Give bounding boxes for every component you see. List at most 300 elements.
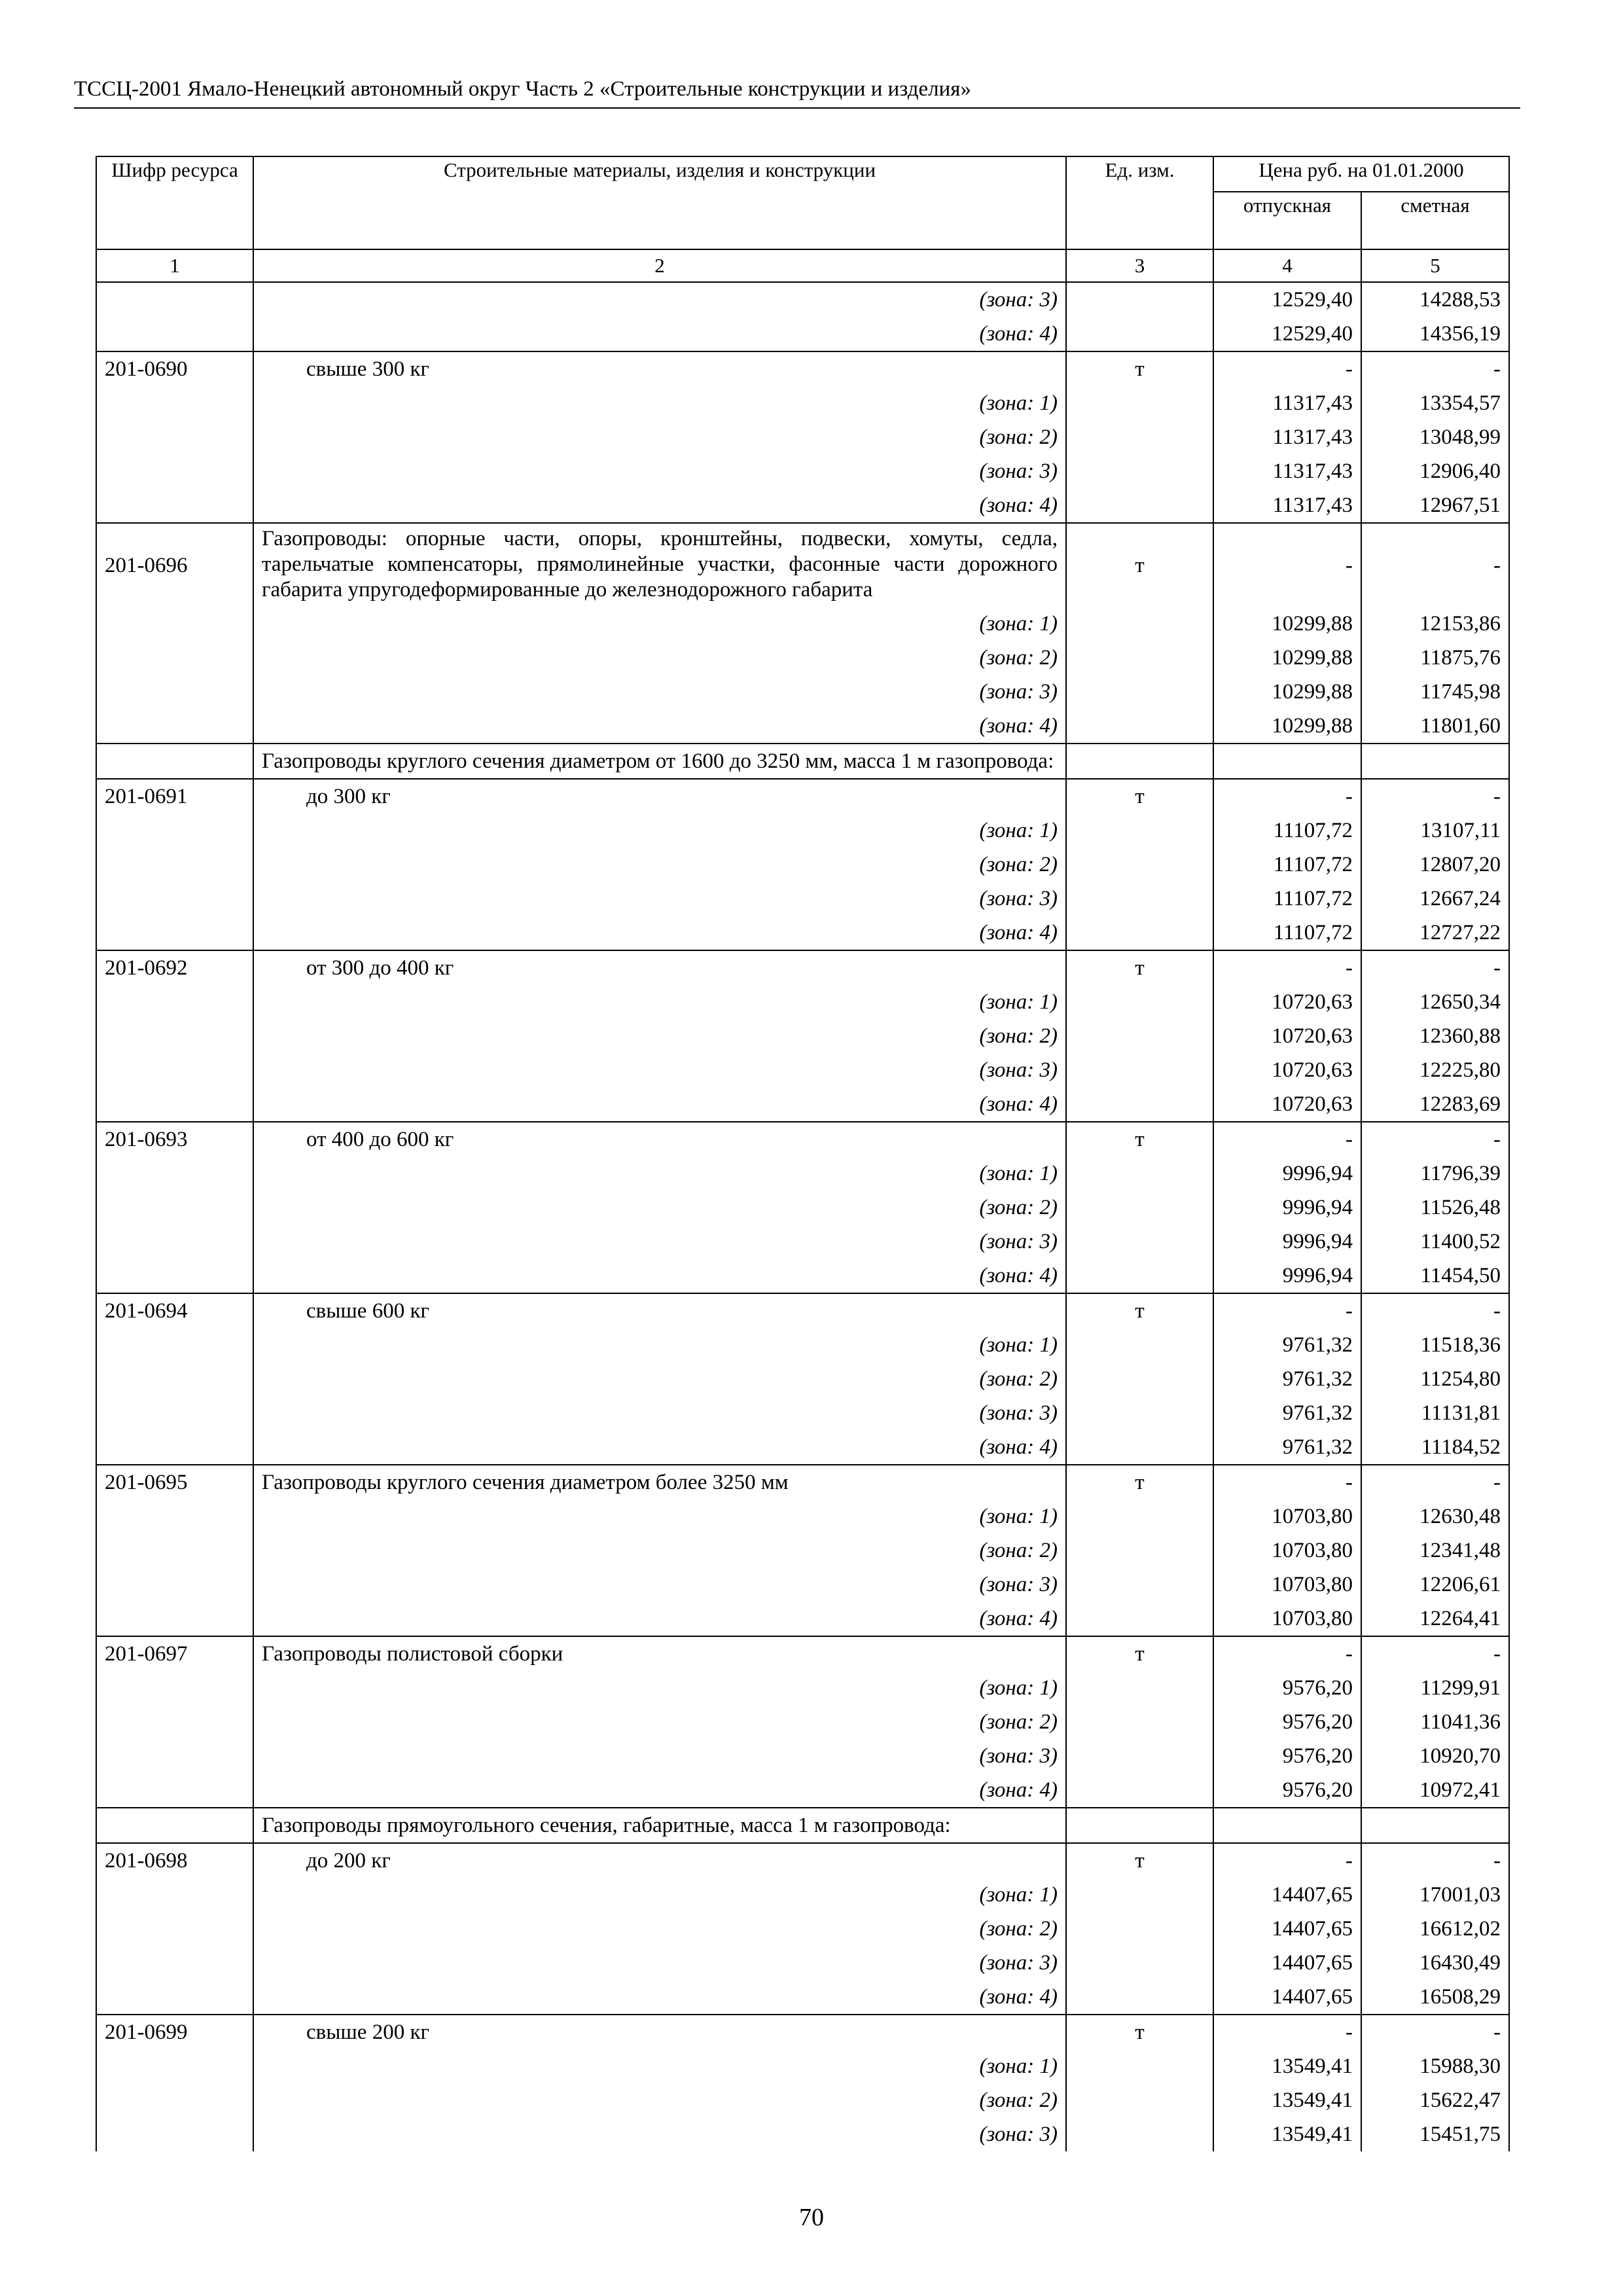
zone-label: (зона: 2) (253, 1362, 1066, 1396)
resource-code-cell (96, 1362, 253, 1396)
unit-cell (1066, 1912, 1213, 1946)
item-name: Газопроводы круглого сечения диаметром более 3250 мм (253, 1465, 1066, 1499)
estimate-price: - (1361, 1122, 1509, 1157)
unit-cell (1066, 2117, 1213, 2151)
item-name: от 300 до 400 кг (253, 950, 1066, 985)
unit-cell (1066, 2083, 1213, 2117)
release-price: 11317,43 (1213, 454, 1361, 488)
resource-code-cell (96, 2049, 253, 2083)
table-row (96, 1739, 1509, 1773)
header-estimate-price: сметная (1361, 192, 1509, 249)
resource-code: 201-0697 (96, 1636, 253, 1671)
table-row (96, 1980, 1509, 2015)
resource-code-cell (96, 1225, 253, 1259)
unit-cell (1066, 1980, 1213, 2015)
release-price: 9996,94 (1213, 1259, 1361, 1293)
column-number: 5 (1361, 249, 1509, 282)
unit-cell (1066, 1808, 1213, 1843)
resource-code-cell (96, 1259, 253, 1293)
unit-cell (1066, 641, 1213, 675)
resource-code-cell (96, 420, 253, 454)
zone-label: (зона: 3) (253, 1396, 1066, 1430)
table-row (96, 744, 1509, 779)
resource-code: 201-0691 (96, 779, 253, 814)
resource-code-cell (96, 488, 253, 523)
release-price: 10720,63 (1213, 985, 1361, 1019)
table-row (96, 1465, 1509, 1499)
zone-label: (зона: 3) (253, 1946, 1066, 1980)
release-price: 11107,72 (1213, 916, 1361, 950)
zone-label: (зона: 1) (253, 607, 1066, 641)
estimate-price: 11254,80 (1361, 1362, 1509, 1396)
column-number: 2 (253, 249, 1066, 282)
table-row (96, 317, 1509, 351)
estimate-price: 11526,48 (1361, 1191, 1509, 1225)
zone-label: (зона: 4) (253, 488, 1066, 523)
table-row (96, 709, 1509, 744)
estimate-price: 11400,52 (1361, 1225, 1509, 1259)
estimate-price: 12967,51 (1361, 488, 1509, 523)
resource-code-cell (96, 985, 253, 1019)
unit-cell (1066, 1157, 1213, 1191)
estimate-price: 15451,75 (1361, 2117, 1509, 2151)
table-row (96, 1157, 1509, 1191)
table-row (96, 2049, 1509, 2083)
unit-cell (1066, 1946, 1213, 1980)
estimate-price: 13107,11 (1361, 814, 1509, 848)
resource-code: 201-0696 (96, 523, 253, 607)
table-row (96, 1396, 1509, 1430)
unit-cell (1066, 454, 1213, 488)
estimate-price: 12264,41 (1361, 1602, 1509, 1636)
item-name: свыше 600 кг (253, 1293, 1066, 1328)
release-price: 9576,20 (1213, 1671, 1361, 1705)
release-price: 10299,88 (1213, 709, 1361, 744)
resource-code-cell (96, 641, 253, 675)
unit: т (1066, 1465, 1213, 1499)
unit: т (1066, 1843, 1213, 1878)
resource-code-cell (96, 1980, 253, 2015)
table-body (96, 282, 1509, 2151)
zone-label: (зона: 4) (253, 1430, 1066, 1465)
unit-cell (1066, 1328, 1213, 1362)
item-name: Газопроводы полистовой сборки (253, 1636, 1066, 1671)
release-price: 10720,63 (1213, 1087, 1361, 1122)
table-row (96, 1843, 1509, 1878)
zone-label: (зона: 1) (253, 2049, 1066, 2083)
estimate-price: - (1361, 950, 1509, 985)
item-name: Газопроводы: опорные части, опоры, кронштейны, подвески, хомуты, седла, тарельчатые компенсаторы, прямолинейные участки, фасонные части дорожного габарита упругодеформированные до железнодорожного габарита (253, 523, 1066, 607)
resource-code-cell (96, 744, 253, 779)
unit-cell (1066, 1671, 1213, 1705)
table-row (96, 1534, 1509, 1568)
unit-cell (1066, 1705, 1213, 1739)
release-price: - (1213, 950, 1361, 985)
resource-code-cell (96, 1705, 253, 1739)
resource-code-cell (96, 386, 253, 420)
release-price: 9996,94 (1213, 1191, 1361, 1225)
zone-label: (зона: 1) (253, 1157, 1066, 1191)
zone-label: (зона: 2) (253, 1705, 1066, 1739)
release-price: 11107,72 (1213, 848, 1361, 882)
release-price: 9761,32 (1213, 1430, 1361, 1465)
resource-code: 201-0693 (96, 1122, 253, 1157)
resource-code-cell (96, 1328, 253, 1362)
unit-cell (1066, 882, 1213, 916)
resource-code-cell (96, 1430, 253, 1465)
resource-code: 201-0690 (96, 351, 253, 386)
estimate-price (1361, 744, 1509, 779)
table-row (96, 779, 1509, 814)
resource-code-cell (96, 1946, 253, 1980)
zone-label: (зона: 3) (253, 2117, 1066, 2151)
release-price: - (1213, 1465, 1361, 1499)
release-price: 14407,65 (1213, 1912, 1361, 1946)
unit-cell (1066, 709, 1213, 744)
resource-code: 201-0698 (96, 1843, 253, 1878)
table-row (96, 1191, 1509, 1225)
estimate-price: 11801,60 (1361, 709, 1509, 744)
estimate-price: 12727,22 (1361, 916, 1509, 950)
release-price: - (1213, 1636, 1361, 1671)
release-price: 9761,32 (1213, 1362, 1361, 1396)
estimate-price: 10972,41 (1361, 1773, 1509, 1808)
estimate-price: 11184,52 (1361, 1430, 1509, 1465)
header-release-price: отпускная (1213, 192, 1361, 249)
table-row (96, 882, 1509, 916)
resource-code-cell (96, 1157, 253, 1191)
unit-cell (1066, 488, 1213, 523)
estimate-price: 12650,34 (1361, 985, 1509, 1019)
unit: т (1066, 1293, 1213, 1328)
estimate-price: 11745,98 (1361, 675, 1509, 709)
estimate-price: 11454,50 (1361, 1259, 1509, 1293)
estimate-price: 11518,36 (1361, 1328, 1509, 1362)
resource-code-cell (96, 882, 253, 916)
page-number: 70 (799, 2204, 824, 2231)
zone-label: (зона: 4) (253, 916, 1066, 950)
zone-label: (зона: 4) (253, 317, 1066, 351)
zone-label: (зона: 2) (253, 1019, 1066, 1053)
table-row (96, 1362, 1509, 1396)
release-price: - (1213, 523, 1361, 607)
item-name: от 400 до 600 кг (253, 1122, 1066, 1157)
unit-cell (1066, 1225, 1213, 1259)
table-row (96, 641, 1509, 675)
unit-cell (1066, 1191, 1213, 1225)
resource-code-cell (96, 1773, 253, 1808)
zone-label: (зона: 2) (253, 848, 1066, 882)
resource-code-cell (96, 454, 253, 488)
estimate-price: 12360,88 (1361, 1019, 1509, 1053)
zone-label: (зона: 2) (253, 641, 1066, 675)
resource-code-cell (96, 1671, 253, 1705)
zone-label: (зона: 1) (253, 1878, 1066, 1912)
release-price: 10720,63 (1213, 1019, 1361, 1053)
estimate-price: 16612,02 (1361, 1912, 1509, 1946)
resource-code-cell (96, 317, 253, 351)
estimate-price: 13048,99 (1361, 420, 1509, 454)
release-price: 13549,41 (1213, 2083, 1361, 2117)
item-name: свыше 200 кг (253, 2015, 1066, 2049)
resource-code-cell (96, 1739, 253, 1773)
unit: т (1066, 779, 1213, 814)
release-price: 11107,72 (1213, 882, 1361, 916)
resource-code-cell (96, 1191, 253, 1225)
estimate-price: - (1361, 1843, 1509, 1878)
unit: т (1066, 1636, 1213, 1671)
unit-cell (1066, 744, 1213, 779)
table-row (96, 2015, 1509, 2049)
release-price: - (1213, 779, 1361, 814)
estimate-price: 15622,47 (1361, 2083, 1509, 2117)
table-row (96, 2083, 1509, 2117)
table-row (96, 607, 1509, 641)
zone-label: (зона: 2) (253, 1534, 1066, 1568)
resource-code-cell (96, 1053, 253, 1087)
release-price: - (1213, 2015, 1361, 2049)
zone-label: (зона: 4) (253, 1602, 1066, 1636)
estimate-price: - (1361, 1465, 1509, 1499)
release-price: 12529,40 (1213, 282, 1361, 317)
unit-cell (1066, 1534, 1213, 1568)
release-price: 9761,32 (1213, 1396, 1361, 1430)
table-row (96, 1912, 1509, 1946)
release-price: 10703,80 (1213, 1499, 1361, 1534)
zone-label: (зона: 3) (253, 882, 1066, 916)
resource-code-cell (96, 814, 253, 848)
zone-label: (зона: 2) (253, 1191, 1066, 1225)
resource-code-cell (96, 1602, 253, 1636)
table-row (96, 351, 1509, 386)
release-price: 10299,88 (1213, 607, 1361, 641)
price-table (96, 156, 1510, 2151)
estimate-price: 14356,19 (1361, 317, 1509, 351)
release-price: 12529,40 (1213, 317, 1361, 351)
release-price: 10299,88 (1213, 641, 1361, 675)
group-heading: Газопроводы круглого сечения диаметром от 1600 до 3250 мм, масса 1 м газопровода: (253, 744, 1066, 779)
unit-cell (1066, 317, 1213, 351)
column-number: 4 (1213, 249, 1361, 282)
release-price (1213, 1808, 1361, 1843)
release-price: 11317,43 (1213, 488, 1361, 523)
resource-code-cell (96, 916, 253, 950)
item-name: до 300 кг (253, 779, 1066, 814)
release-price: 10703,80 (1213, 1602, 1361, 1636)
zone-label: (зона: 4) (253, 709, 1066, 744)
estimate-price: - (1361, 523, 1509, 607)
resource-code-cell (96, 2117, 253, 2151)
table-row (96, 1808, 1509, 1843)
unit-cell (1066, 1019, 1213, 1053)
table-row (96, 848, 1509, 882)
zone-label: (зона: 2) (253, 1912, 1066, 1946)
table-row (96, 2117, 1509, 2151)
unit-cell (1066, 916, 1213, 950)
unit-cell (1066, 1499, 1213, 1534)
release-price: 10720,63 (1213, 1053, 1361, 1087)
table-row (96, 386, 1509, 420)
table-row (96, 1878, 1509, 1912)
estimate-price: 16508,29 (1361, 1980, 1509, 2015)
table-row (96, 282, 1509, 317)
unit: т (1066, 950, 1213, 985)
column-number: 3 (1066, 249, 1213, 282)
group-heading: Газопроводы прямоугольного сечения, габаритные, масса 1 м газопровода: (253, 1808, 1066, 1843)
unit-cell (1066, 675, 1213, 709)
table-row (96, 1328, 1509, 1362)
table-row (96, 1019, 1509, 1053)
release-price: 10703,80 (1213, 1534, 1361, 1568)
release-price: 13549,41 (1213, 2117, 1361, 2151)
release-price: - (1213, 1293, 1361, 1328)
unit-cell (1066, 985, 1213, 1019)
resource-code-cell (96, 1878, 253, 1912)
unit-cell (1066, 1602, 1213, 1636)
unit-cell (1066, 420, 1213, 454)
release-price: - (1213, 351, 1361, 386)
resource-code: 201-0692 (96, 950, 253, 985)
table-row (96, 1499, 1509, 1534)
item-name: свыше 300 кг (253, 351, 1066, 386)
resource-code-cell (96, 1912, 253, 1946)
unit-cell (1066, 1878, 1213, 1912)
estimate-price: 16430,49 (1361, 1946, 1509, 1980)
table-row (96, 916, 1509, 950)
resource-code-cell (96, 1499, 253, 1534)
unit-cell (1066, 1396, 1213, 1430)
resource-code-cell (96, 1568, 253, 1602)
estimate-price: 11796,39 (1361, 1157, 1509, 1191)
release-price: 11107,72 (1213, 814, 1361, 848)
zone-label: (зона: 3) (253, 1053, 1066, 1087)
table-row (96, 1293, 1509, 1328)
estimate-price: - (1361, 2015, 1509, 2049)
release-price: 11317,43 (1213, 386, 1361, 420)
unit-cell (1066, 2049, 1213, 2083)
unit-cell (1066, 1087, 1213, 1122)
unit-cell (1066, 1739, 1213, 1773)
estimate-price: 10920,70 (1361, 1739, 1509, 1773)
estimate-price: 17001,03 (1361, 1878, 1509, 1912)
zone-label: (зона: 1) (253, 1671, 1066, 1705)
header-name: Строительные материалы, изделия и конструкции (253, 156, 1066, 249)
zone-label: (зона: 2) (253, 420, 1066, 454)
unit-cell (1066, 1773, 1213, 1808)
running-header: ТССЦ-2001 Ямало-Ненецкий автономный округ Часть 2 «Строительные конструкции и изделия» (74, 75, 1520, 109)
estimate-price: - (1361, 1293, 1509, 1328)
estimate-price: 12906,40 (1361, 454, 1509, 488)
release-price: 10299,88 (1213, 675, 1361, 709)
zone-label: (зона: 4) (253, 1259, 1066, 1293)
resource-code-cell (96, 1087, 253, 1122)
table-row (96, 1225, 1509, 1259)
estimate-price: 12667,24 (1361, 882, 1509, 916)
table-row (96, 950, 1509, 985)
table-row (96, 675, 1509, 709)
table-row (96, 488, 1509, 523)
column-number: 1 (96, 249, 253, 282)
resource-code: 201-0695 (96, 1465, 253, 1499)
table-row (96, 1636, 1509, 1671)
table-row (96, 985, 1509, 1019)
estimate-price: 12341,48 (1361, 1534, 1509, 1568)
resource-code-cell (96, 1019, 253, 1053)
estimate-price: - (1361, 351, 1509, 386)
estimate-price: 12630,48 (1361, 1499, 1509, 1534)
release-price: 11317,43 (1213, 420, 1361, 454)
estimate-price: 11131,81 (1361, 1396, 1509, 1430)
table-row (96, 1671, 1509, 1705)
header-price: Цена руб. на 01.01.2000 (1213, 156, 1509, 192)
estimate-price: 15988,30 (1361, 2049, 1509, 2083)
unit-cell (1066, 607, 1213, 641)
table-row (96, 814, 1509, 848)
unit: т (1066, 1122, 1213, 1157)
estimate-price: 12807,20 (1361, 848, 1509, 882)
zone-label: (зона: 3) (253, 1225, 1066, 1259)
unit-cell (1066, 282, 1213, 317)
table-row (96, 1087, 1509, 1122)
release-price: 9996,94 (1213, 1225, 1361, 1259)
release-price (1213, 744, 1361, 779)
estimate-price: 11875,76 (1361, 641, 1509, 675)
table-row (96, 1568, 1509, 1602)
table-row (96, 1946, 1509, 1980)
zone-label: (зона: 3) (253, 675, 1066, 709)
estimate-price: 11299,91 (1361, 1671, 1509, 1705)
estimate-price: 13354,57 (1361, 386, 1509, 420)
resource-code: 201-0699 (96, 2015, 253, 2049)
table-row (96, 1053, 1509, 1087)
release-price: 9761,32 (1213, 1328, 1361, 1362)
zone-label: (зона: 4) (253, 1087, 1066, 1122)
estimate-price: 12225,80 (1361, 1053, 1509, 1087)
resource-code-cell (96, 1534, 253, 1568)
unit-cell (1066, 1430, 1213, 1465)
zone-label: (зона: 4) (253, 1980, 1066, 2015)
estimate-price: 12153,86 (1361, 607, 1509, 641)
table-row (96, 1430, 1509, 1465)
resource-code-cell (96, 607, 253, 641)
table-row (96, 1773, 1509, 1808)
unit: т (1066, 523, 1213, 607)
resource-code-cell (96, 282, 253, 317)
table-row (96, 420, 1509, 454)
item-name: до 200 кг (253, 1843, 1066, 1878)
zone-label: (зона: 3) (253, 1568, 1066, 1602)
zone-label: (зона: 1) (253, 386, 1066, 420)
zone-label: (зона: 3) (253, 282, 1066, 317)
release-price: 9576,20 (1213, 1773, 1361, 1808)
unit-cell (1066, 1259, 1213, 1293)
resource-code-cell (96, 675, 253, 709)
release-price: 14407,65 (1213, 1946, 1361, 1980)
estimate-price: 12206,61 (1361, 1568, 1509, 1602)
resource-code: 201-0694 (96, 1293, 253, 1328)
estimate-price (1361, 1808, 1509, 1843)
estimate-price: 11041,36 (1361, 1705, 1509, 1739)
release-price: 14407,65 (1213, 1980, 1361, 2015)
zone-label: (зона: 2) (253, 2083, 1066, 2117)
unit-cell (1066, 1053, 1213, 1087)
zone-label: (зона: 4) (253, 1773, 1066, 1808)
release-price: 13549,41 (1213, 2049, 1361, 2083)
release-price: 14407,65 (1213, 1878, 1361, 1912)
estimate-price: - (1361, 1636, 1509, 1671)
unit: т (1066, 2015, 1213, 2049)
resource-code-cell (96, 2083, 253, 2117)
